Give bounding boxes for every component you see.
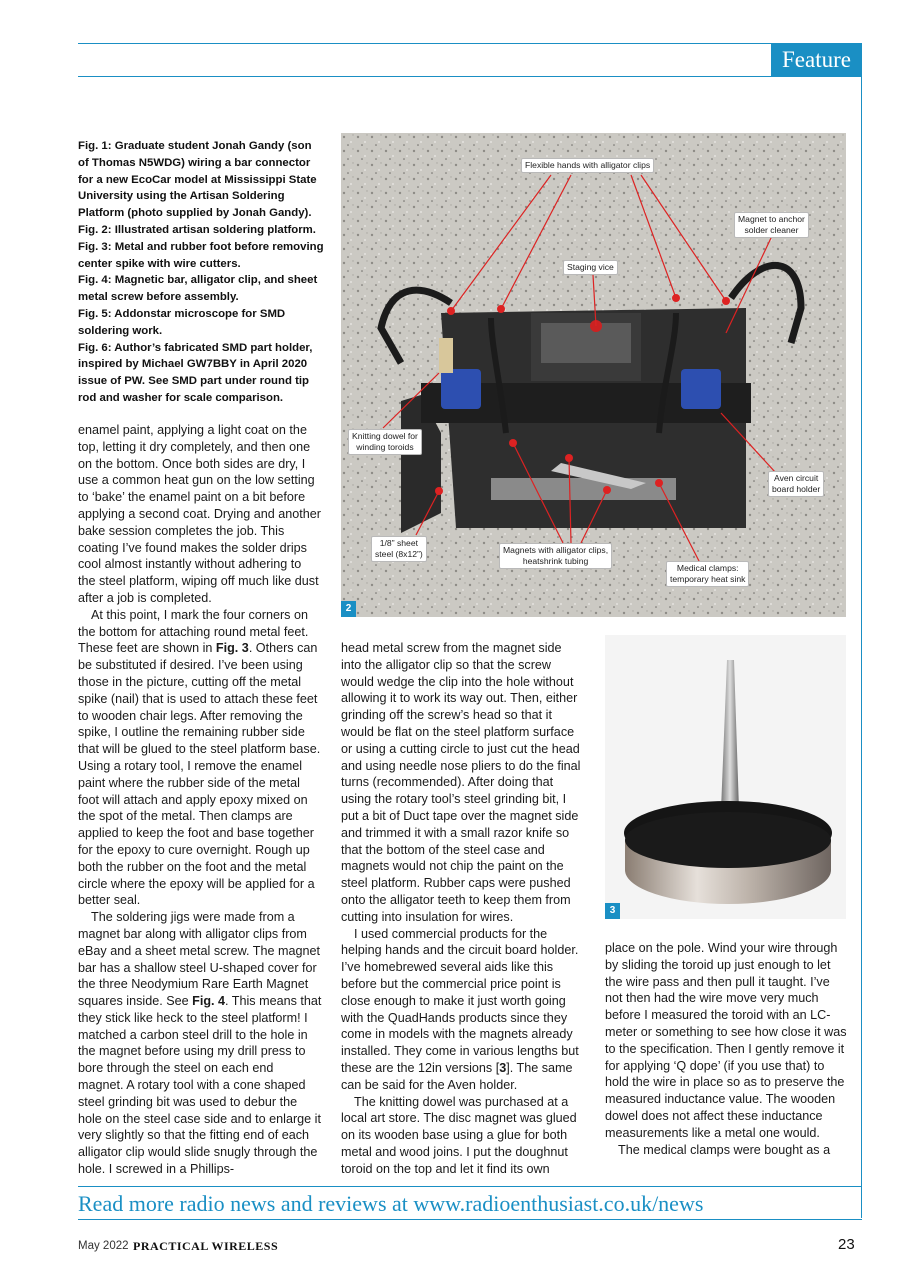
header-rule-top bbox=[78, 43, 862, 44]
footer-website-link[interactable]: Read more radio news and reviews at www.radioenthusiast.co.uk/news bbox=[78, 1191, 704, 1216]
col1-p2-text-a: At this point, I mark the four corners on the bottom for attaching round metal feet. These feet are shown in bbox=[78, 607, 309, 656]
label-knitting-dowel bbox=[348, 429, 422, 455]
label-magnet-anchor bbox=[734, 212, 809, 238]
blue-clamp-left bbox=[441, 369, 481, 409]
col1-p3-fig-ref: Fig. 4 bbox=[192, 994, 226, 1009]
footer-issue-date: May 2022 bbox=[78, 1240, 129, 1252]
col3-paragraph-2: The medical clamps were bought as a bbox=[618, 1142, 831, 1157]
label-flexible-hands: Flexible hands with alligator clips bbox=[521, 158, 654, 173]
label-magnets-clips-line2: heatshrink tubing bbox=[522, 556, 589, 566]
label-aven-holder-line1: Aven circuit bbox=[774, 473, 819, 483]
col2-paragraph-2 bbox=[341, 926, 585, 1094]
label-sheet-steel-line1: 1/8” sheet bbox=[379, 538, 418, 548]
page-number: 23 bbox=[838, 1236, 855, 1253]
label-knitting-dowel-line2: winding toroids bbox=[356, 442, 414, 452]
col2-p2-ref: 3 bbox=[499, 1060, 507, 1075]
caption-fig4: Fig. 4: Magnetic bar, alligator clip, and sheet metal screw before assembly. bbox=[78, 274, 318, 304]
col2-p2-text-b: ]. The same can be said for the Aven holder. bbox=[341, 1060, 573, 1092]
col1-paragraph-1: enamel paint, applying a light coat on the top, letting it dry completely, and then one on the bottom. Once both sides are dry, I use a common heat gun on the low setting to ‘bake’ the enamel paint on a bit before applying a second coat. Drying and another bake session completes the job. This coating I’ve found makes the solder drips cool almost instantly without adhering to the steel platform, wiping off much like dust after a job is completed. bbox=[78, 423, 321, 605]
figure-2-number: 2 bbox=[341, 601, 356, 617]
figure-3-number: 3 bbox=[605, 903, 620, 919]
body-column-3 bbox=[605, 940, 849, 1158]
caption-fig6: Fig. 6: Author’s fabricated SMD part holder, inspired by Michael GW7BBY in April 2020 issue of PW. See SMD part under round tip rod and washer for scale comparison. bbox=[78, 341, 313, 404]
label-magnet-anchor-line1: Magnet to anchor bbox=[738, 214, 805, 224]
figure-3-metal-foot bbox=[605, 635, 846, 919]
body-column-1 bbox=[78, 422, 322, 1178]
label-magnets-clips bbox=[499, 543, 612, 569]
footer-rule-bottom bbox=[78, 1219, 862, 1220]
label-medical-clamps-line2: temporary heat sink bbox=[670, 574, 746, 584]
label-magnet-anchor-line2: solder cleaner bbox=[744, 225, 799, 235]
caption-fig1: Fig. 1: Graduate student Jonah Gandy (son of Thomas N5WDG) wiring a bar connector for a new EcoCar model at Mississippi State University using the Artisan Soldering Platform (photo supplied by Jonah Gandy). bbox=[78, 140, 317, 220]
col2-paragraph-3: The knitting dowel was purchased at a local art store. The disc magnet was glued on its wooden base using a glue for both metal and wood joins. I put the doughnut toroid on the top and let it find its own bbox=[341, 1094, 577, 1176]
label-magnets-clips-line1: Magnets with alligator clips, bbox=[503, 545, 609, 555]
figure-2-soldering-platform bbox=[341, 133, 846, 617]
caption-fig2: Fig. 2: Illustrated artisan soldering platform. bbox=[78, 223, 316, 236]
body-column-2 bbox=[341, 640, 585, 1178]
label-medical-clamps-line1: Medical clamps: bbox=[676, 563, 739, 573]
col1-p2-fig-ref: Fig. 3 bbox=[215, 641, 249, 656]
footer-magazine-name: PRACTICAL WIRELESS bbox=[133, 1239, 279, 1253]
col1-paragraph-2 bbox=[78, 607, 322, 909]
label-sheet-steel bbox=[371, 536, 427, 562]
section-tag: Feature bbox=[771, 43, 862, 77]
page-right-rule bbox=[861, 43, 862, 1218]
col2-p2-text-a: I used commercial products for the helping hands and the circuit board holder. I’ve homebrewed several aids like this before but the commercial price point is close enough to make it just worth going with the QuadHands products since they come in models with the magnets already installed. They come in various lengths but these are the 12in versions [ bbox=[341, 926, 579, 1075]
header-rule-bottom bbox=[78, 76, 862, 77]
figure-captions bbox=[78, 138, 324, 407]
label-aven-holder bbox=[768, 471, 824, 497]
footer-rule-top bbox=[78, 1186, 862, 1187]
blue-clamp-right bbox=[681, 369, 721, 409]
col1-p3-text-b: . This means that they stick like heck to the steel platform! I matched a carbon steel drill to the hole in the magnet before using my drill press to bore through the steel on each end magnet. A rotary tool with a cone shaped steel grinding bit was used to debur the hole on the steel case side and to enlarge it very slightly so that the fitting end of each alligator clip would slide snugly through the hole. I screwed in a Phillips- bbox=[78, 994, 322, 1177]
col3-paragraph-1: place on the pole. Wind your wire through by sliding the toroid up just enough to let the wire pass and then pull it taught. I’ve not then had the wire move very much before I measured the toroid with an LC-meter or something to see how close it was to the specification. Then I gently remove it for applying ‘Q dope’ (if you use that) to hold the wire in place so as to preserve the measured inductance value. The wooden dowel does not affect these inductance measurements like a metal one would. bbox=[605, 941, 847, 1140]
label-aven-holder-line2: board holder bbox=[772, 484, 821, 494]
label-sheet-steel-line2: steel (8x12”) bbox=[375, 549, 423, 559]
col2-paragraph-1: head metal screw from the magnet side into the alligator clip so that the screw would wedge the clip into the hole without allowing it to work its way out. Then, either grinding off the screw’s head so that it would be flat on the steel platform surface or using a cutting circle to just cut the head and using needle nose pliers to do the final turns (recommended). After doing that using the rotary tool’s steel grinding bit, I put a bit of Duct tape over the magnet side and trimmed it with a small razor knife so that the bottom of the steel case and magnets would not chip the paint on the steel platform. Rubber caps were pushed onto the alligator teeth to keep them from cutting into insulation for wires. bbox=[341, 641, 581, 924]
caption-fig5: Fig. 5: Addonstar microscope for SMD soldering work. bbox=[78, 307, 286, 337]
caption-fig3: Fig. 3: Metal and rubber foot before removing center spike with wire cutters. bbox=[78, 240, 324, 270]
label-knitting-dowel-line1: Knitting dowel for bbox=[352, 431, 418, 441]
col1-p3-text-a: The soldering jigs were made from a magnet bar along with alligator clips from eBay and a sheet metal screw. The magnet bar has a shallow steel U-shaped cover for the three Neodymium Rare Earth Magnet squares inside. See bbox=[78, 910, 320, 1009]
col1-p2-text-b: . Others can be substituted if desired. I’ve been using those in the picture, cutting off the metal spike (nail) that is used to attach these feet to wooden chair legs. After removing the spike, I outline the remaining rubber side that will be glued to the steel platform base. Using a rotary tool, I remove the enamel paint where the rubber side of the metal foot will attach and apply epoxy mixed on the spot of the metal. Then clamps are applied to keep the foot and base together for the epoxy to cure overnight. Rough up both the rubber on the foot and the metal circle where the epoxy will be applied for a better seal. bbox=[78, 641, 321, 908]
label-staging-vice: Staging vice bbox=[563, 260, 618, 275]
knitting-dowel bbox=[439, 338, 453, 373]
metal-foot-illustration bbox=[605, 635, 846, 919]
magnet-bars bbox=[491, 478, 676, 500]
label-medical-clamps bbox=[666, 561, 749, 587]
col1-paragraph-3 bbox=[78, 909, 322, 1178]
